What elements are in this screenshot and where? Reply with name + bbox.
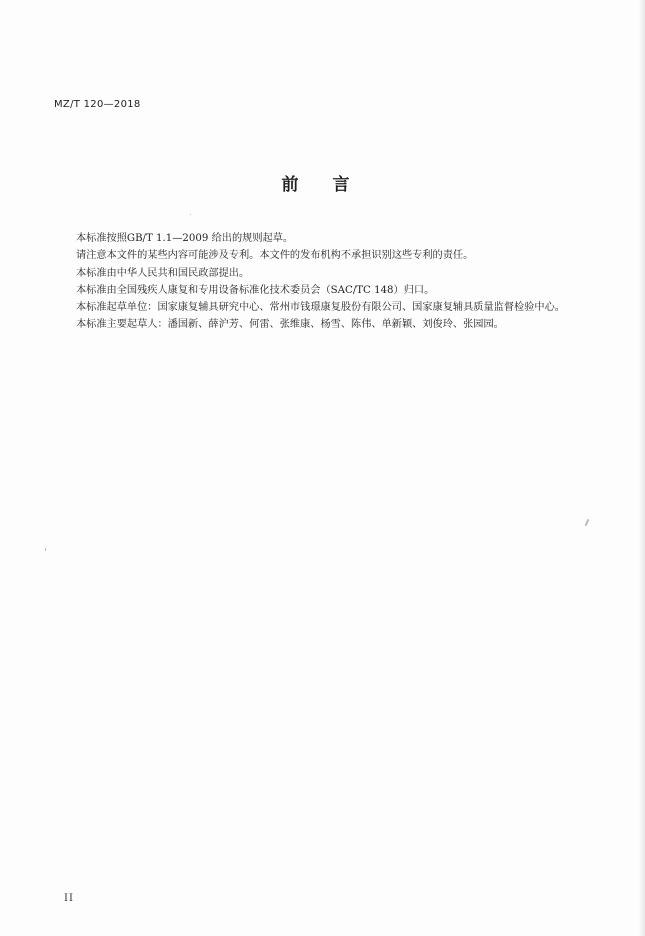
paragraph-patent-notice: 请注意本文件的某些内容可能涉及专利。本文件的发布机构不承担识别这些专利的责任。	[76, 250, 474, 262]
paragraph-drafting-units: 本标准起草单位：国家康复辅具研究中心、常州市钱璟康复股份有限公司、国家康复辅具质量监督检验中心。	[76, 302, 565, 314]
foreword-body	[56, 230, 576, 334]
scan-speck	[45, 548, 46, 551]
standard-code: MZ/T 120—2018	[54, 99, 141, 110]
scan-speck	[190, 214, 191, 215]
scan-speck	[585, 519, 590, 526]
paragraph-drafting-rules: 本标准按照GB/T 1.1—2009 给出的规则起草。	[76, 233, 294, 244]
page-number: II	[64, 893, 74, 904]
page-title: 前 言	[281, 175, 364, 195]
paragraph-proposer: 本标准由中华人民共和国民政部提出。	[76, 267, 250, 279]
paragraph-technical-committee: 本标准由全国残疾人康复和专用设备标准化技术委员会（SAC/TC 148）归口。	[76, 284, 435, 296]
paragraph-drafters: 本标准主要起草人：潘国新、薛沪芳、何雷、张维康、杨雪、陈伟、单新颖、刘俊玲、张园园。	[76, 319, 504, 331]
scan-edge-shadow	[639, 0, 645, 936]
